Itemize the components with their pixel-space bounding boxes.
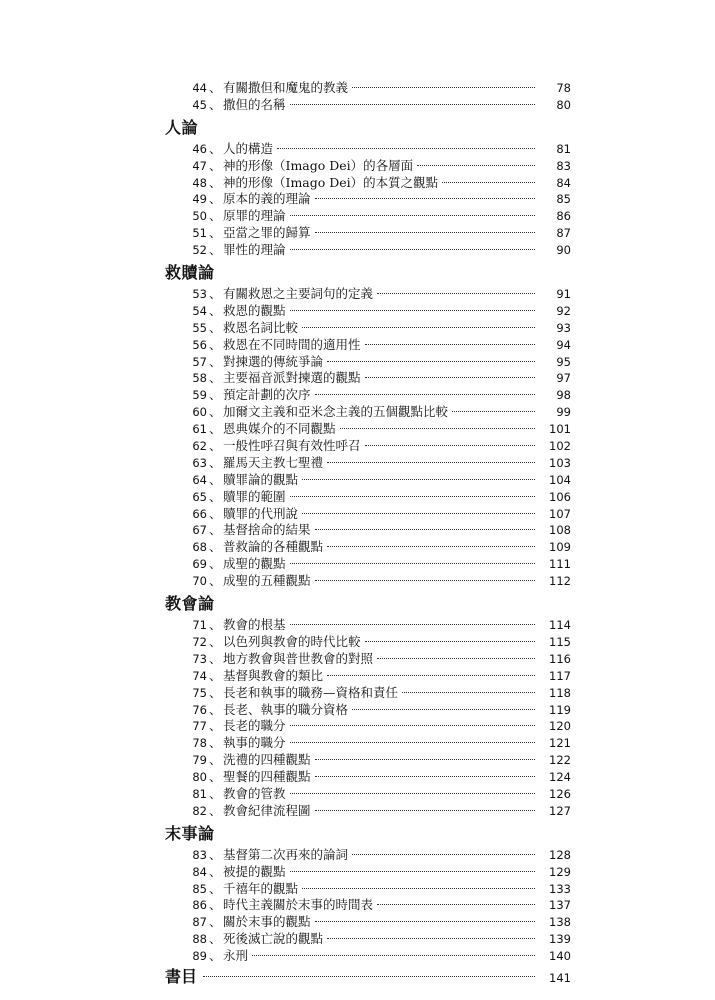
entry-page-number: 93 [556,320,571,335]
toc-entry [163,539,571,556]
entry-page-number: 90 [556,243,571,258]
entry-page-number: 126 [549,786,571,801]
entry-number: 62 [192,439,207,454]
dot-leader [277,147,535,149]
section-heading: 救贖論 [165,263,215,283]
entry-title: 成聖的觀點 [223,556,286,572]
dot-leader [290,792,535,794]
entry-title: 教會的根基 [223,617,286,633]
entry-title: 長老、執事的職分資格 [223,701,349,717]
dot-leader [315,197,535,199]
toc-entry [163,769,571,786]
entry-title: 地方教會與普世教會的對照 [223,650,374,666]
entry-number: 50 [192,209,207,224]
dot-leader [315,528,535,530]
entry-page-number: 115 [549,634,571,649]
entry-number: 48 [192,175,207,190]
entry-separator: 、 [209,140,222,156]
entry-page-number: 91 [556,287,571,302]
entry-number: 89 [192,949,207,964]
toc-section [163,117,571,259]
entry-separator: 、 [209,404,222,420]
entry-separator: 、 [209,931,222,947]
entry-number: 49 [192,192,207,207]
entry-separator: 、 [209,353,222,369]
entry-separator: 、 [209,667,222,683]
entry-separator: 、 [209,735,222,751]
entry-page-number: 139 [549,932,571,947]
entry-page-number: 85 [556,192,571,207]
toc-entry [163,702,571,719]
entry-page-number: 117 [549,668,571,683]
entry-page-number: 78 [556,81,571,95]
dot-leader [290,562,535,564]
section-heading: 人論 [165,117,199,137]
toc-section [163,593,571,820]
toc-entry [163,421,571,438]
toc-entry [163,556,571,573]
bibliography-page-number: 141 [549,970,571,985]
toc-entry [163,651,571,668]
toc-entry [163,931,571,948]
entry-title: 時代主義關於末事的時間表 [223,897,374,913]
toc-entry [163,522,571,539]
dot-leader [315,809,535,811]
entry-page-number: 107 [549,506,571,521]
entry-page-number: 92 [556,303,571,318]
entry-page-number: 104 [549,472,571,487]
entry-title: 長老和執事的職務—資格和責任 [223,684,399,700]
entry-title: 神的形像（Imago Dei）的本質之觀點 [223,174,439,190]
entry-page-number: 129 [549,864,571,879]
entry-separator: 、 [209,387,222,403]
entry-title: 長老的職分 [223,718,286,734]
entry-number: 55 [192,320,207,335]
entry-page-number: 99 [556,405,571,420]
entry-title: 基督第二次再來的論詞 [223,846,349,862]
entry-separator: 、 [209,769,222,785]
entry-title: 洗禮的四種觀點 [223,752,311,768]
dot-leader [203,975,535,977]
toc-entry [163,141,571,158]
toc-entry [163,847,571,864]
table-of-contents [163,80,571,988]
dot-leader [365,343,535,345]
entry-page-number: 95 [556,354,571,369]
entry-separator: 、 [209,948,222,964]
toc-entry [163,897,571,914]
entry-separator: 、 [209,684,222,700]
entry-separator: 、 [209,336,222,352]
toc-entry [163,158,571,175]
entry-title: 贖罪的範圍 [223,488,286,504]
bibliography-entry [163,966,571,988]
entry-title: 基督捨命的結果 [223,522,311,538]
entry-number: 65 [192,489,207,504]
entry-separator: 、 [209,633,222,649]
entry-title: 被提的觀點 [223,863,286,879]
toc-entry [163,337,571,354]
dot-leader [290,309,535,311]
dot-leader [327,461,535,463]
entry-page-number: 122 [549,753,571,768]
entry-page-number: 140 [549,949,571,964]
toc-entry [163,786,571,803]
toc-entry [163,668,571,685]
entry-separator: 、 [209,157,222,173]
entry-page-number: 116 [549,651,571,666]
dot-leader [315,758,535,760]
toc-entry [163,208,571,225]
toc-entry [163,455,571,472]
toc-entry [163,242,571,259]
bibliography-title: 書目 [165,966,198,986]
dot-leader [377,903,535,905]
dot-leader [377,292,535,294]
entry-separator: 、 [209,718,222,734]
entry-number: 88 [192,932,207,947]
toc-entry [163,617,571,634]
entry-separator: 、 [209,701,222,717]
dot-leader [302,512,535,514]
entry-number: 57 [192,354,207,369]
entry-number: 73 [192,651,207,666]
entry-title: 救恩在不同時間的適用性 [223,336,361,352]
entry-separator: 、 [209,302,222,318]
entry-number: 77 [192,719,207,734]
entry-page-number: 121 [549,736,571,751]
entry-page-number: 120 [549,719,571,734]
entry-title: 亞當之罪的歸算 [223,225,311,241]
dot-leader [340,427,535,429]
dot-leader [290,724,535,726]
entry-page-number: 80 [556,97,571,112]
entry-separator: 、 [209,286,222,302]
entry-number: 63 [192,455,207,470]
entry-separator: 、 [209,208,222,224]
dot-leader [252,954,535,956]
entry-page-number: 84 [556,175,571,190]
entry-title: 救恩名詞比較 [223,319,299,335]
entry-separator: 、 [209,539,222,555]
toc-section [163,262,571,590]
toc-entry [163,303,571,320]
toc-entry [163,97,571,114]
entry-number: 74 [192,668,207,683]
entry-title: 以色列與教會的時代比較 [223,633,361,649]
toc-entry [163,881,571,898]
section-heading: 末事論 [165,823,215,843]
dot-leader [352,86,535,88]
entry-number: 54 [192,303,207,318]
dot-leader [377,657,535,659]
entry-separator: 、 [209,438,222,454]
toc-entry [163,438,571,455]
entry-title: 贖罪的代刑說 [223,505,299,521]
dot-leader [315,393,535,395]
toc-entry [163,175,571,192]
toc-entry [163,864,571,881]
entry-title: 死後滅亡說的觀點 [223,931,324,947]
toc-entry [163,489,571,506]
entry-title: 基督與教會的類比 [223,667,324,683]
entry-number: 81 [192,786,207,801]
entry-title: 人的構造 [223,140,274,156]
toc-entry [163,685,571,702]
toc-entry [163,948,571,965]
dot-leader [327,937,535,939]
entry-title: 關於末事的觀點 [223,914,311,930]
entry-separator: 、 [209,752,222,768]
entry-separator: 、 [209,225,222,241]
entry-separator: 、 [209,556,222,572]
entry-number: 70 [192,574,207,589]
toc-entry [163,472,571,489]
entry-number: 79 [192,753,207,768]
dot-leader [302,326,535,328]
entry-separator: 、 [209,471,222,487]
dot-leader [452,410,535,412]
entry-title: 贖罪論的觀點 [223,471,299,487]
entry-title: 教會紀律流程圖 [223,802,311,818]
entry-separator: 、 [209,191,222,207]
entry-page-number: 109 [549,540,571,555]
dot-leader [290,248,535,250]
dot-leader [402,691,535,693]
entry-separator: 、 [209,863,222,879]
entry-separator: 、 [209,785,222,801]
entry-number: 45 [192,97,207,112]
toc-entry [163,718,571,735]
entry-title: 對揀選的傳統爭論 [223,353,324,369]
dot-leader [315,775,535,777]
dot-leader [365,376,535,378]
entry-number: 44 [192,81,207,95]
entry-page-number: 101 [549,422,571,437]
entry-page-number: 124 [549,770,571,785]
toc-entry [163,387,571,404]
toc-entry [163,80,571,97]
toc-entry [163,735,571,752]
entry-title: 預定計劃的次序 [223,387,311,403]
entry-page-number: 98 [556,388,571,403]
entry-page-number: 112 [549,574,571,589]
entry-title: 有關撒但和魔鬼的教義 [223,80,349,95]
entry-separator: 、 [209,617,222,633]
entry-title: 加爾文主義和亞米念主義的五個觀點比較 [223,404,449,420]
entry-page-number: 86 [556,209,571,224]
dot-leader [315,231,535,233]
entry-page-number: 102 [549,439,571,454]
entry-separator: 、 [209,846,222,862]
toc-entry [163,803,571,820]
entry-number: 58 [192,371,207,386]
entry-separator: 、 [209,319,222,335]
toc-entry [163,370,571,387]
entry-title: 普救論的各種觀點 [223,539,324,555]
entry-title: 主要福音派對揀選的觀點 [223,370,361,386]
entry-page-number: 103 [549,455,571,470]
entry-title: 神的形像（Imago Dei）的各層面 [223,157,414,173]
entry-number: 67 [192,523,207,538]
entry-title: 罪性的理論 [223,242,286,258]
dot-leader [302,478,535,480]
entry-title: 羅馬天主教七聖禮 [223,454,324,470]
entry-separator: 、 [209,488,222,504]
toc-top-entries [163,80,571,114]
entry-title: 原罪的理論 [223,208,286,224]
entry-number: 84 [192,864,207,879]
dot-leader [365,640,535,642]
entry-page-number: 114 [549,618,571,633]
entry-title: 教會的管教 [223,785,286,801]
entry-title: 有關救恩之主要詞句的定義 [223,286,374,302]
entry-title: 一般性呼召與有效性呼召 [223,438,361,454]
entry-page-number: 127 [549,803,571,818]
entry-title: 聖餐的四種觀點 [223,769,311,785]
toc-entry [163,634,571,651]
dot-leader [302,887,535,889]
entry-separator: 、 [209,370,222,386]
entry-page-number: 138 [549,915,571,930]
dot-leader [327,545,535,547]
entry-title: 恩典媒介的不同觀點 [223,421,336,437]
entry-separator: 、 [209,454,222,470]
entry-page-number: 81 [556,141,571,156]
entry-title: 執事的職分 [223,735,286,751]
entry-page-number: 111 [549,557,571,572]
toc-sections [163,117,571,965]
entry-number: 82 [192,803,207,818]
dot-leader [290,214,535,216]
entry-separator: 、 [209,421,222,437]
dot-leader [365,444,535,446]
toc-entry [163,506,571,523]
toc-entry [163,354,571,371]
entry-number: 60 [192,405,207,420]
entry-number: 46 [192,141,207,156]
entry-number: 66 [192,506,207,521]
entry-title: 千禧年的觀點 [223,880,299,896]
toc-entry [163,573,571,590]
entry-number: 80 [192,770,207,785]
entry-separator: 、 [209,505,222,521]
dot-leader [290,495,535,497]
dot-leader [290,741,535,743]
entry-title: 救恩的觀點 [223,302,286,318]
dot-leader [290,103,535,105]
toc-entry [163,320,571,337]
toc-entry [163,191,571,208]
entry-page-number: 87 [556,226,571,241]
entry-number: 51 [192,226,207,241]
entry-separator: 、 [209,174,222,190]
dot-leader [417,164,535,166]
toc-entry [163,914,571,931]
toc-section [163,823,571,965]
entry-number: 85 [192,881,207,896]
entry-page-number: 94 [556,337,571,352]
entry-title: 原本的義的理論 [223,191,311,207]
entry-separator: 、 [209,242,222,258]
section-heading: 教會論 [165,594,215,614]
entry-page-number: 128 [549,847,571,862]
dot-leader [315,920,535,922]
entry-number: 53 [192,287,207,302]
entry-number: 71 [192,618,207,633]
entry-page-number: 97 [556,371,571,386]
dot-leader [327,360,535,362]
entry-number: 83 [192,847,207,862]
entry-number: 52 [192,243,207,258]
entry-separator: 、 [209,802,222,818]
entry-title: 撒但的名稱 [223,96,286,112]
entry-page-number: 83 [556,158,571,173]
entry-separator: 、 [209,522,222,538]
toc-entry [163,225,571,242]
dot-leader [352,708,535,710]
entry-number: 75 [192,685,207,700]
entry-separator: 、 [209,80,222,95]
dot-leader [352,853,535,855]
entry-number: 47 [192,158,207,173]
entry-separator: 、 [209,897,222,913]
dot-leader [327,674,535,676]
entry-number: 69 [192,557,207,572]
entry-page-number: 108 [549,523,571,538]
entry-separator: 、 [209,914,222,930]
entry-page-number: 137 [549,898,571,913]
dot-leader [290,623,535,625]
entry-number: 87 [192,915,207,930]
entry-number: 64 [192,472,207,487]
entry-number: 78 [192,736,207,751]
entry-number: 68 [192,540,207,555]
entry-number: 61 [192,422,207,437]
entry-title: 永刑 [223,948,249,964]
entry-page-number: 133 [549,881,571,896]
entry-number: 59 [192,388,207,403]
toc-entry [163,752,571,769]
entry-separator: 、 [209,573,222,589]
dot-leader [290,870,535,872]
entry-page-number: 106 [549,489,571,504]
toc-entry [163,286,571,303]
dot-leader [442,181,535,183]
entry-number: 56 [192,337,207,352]
entry-separator: 、 [209,650,222,666]
entry-separator: 、 [209,880,222,896]
dot-leader [315,579,535,581]
entry-number: 86 [192,898,207,913]
entry-title: 成聖的五種觀點 [223,573,311,589]
entry-page-number: 119 [549,702,571,717]
toc-entry [163,404,571,421]
entry-separator: 、 [209,96,222,112]
entry-number: 76 [192,702,207,717]
entry-page-number: 118 [549,685,571,700]
entry-number: 72 [192,634,207,649]
